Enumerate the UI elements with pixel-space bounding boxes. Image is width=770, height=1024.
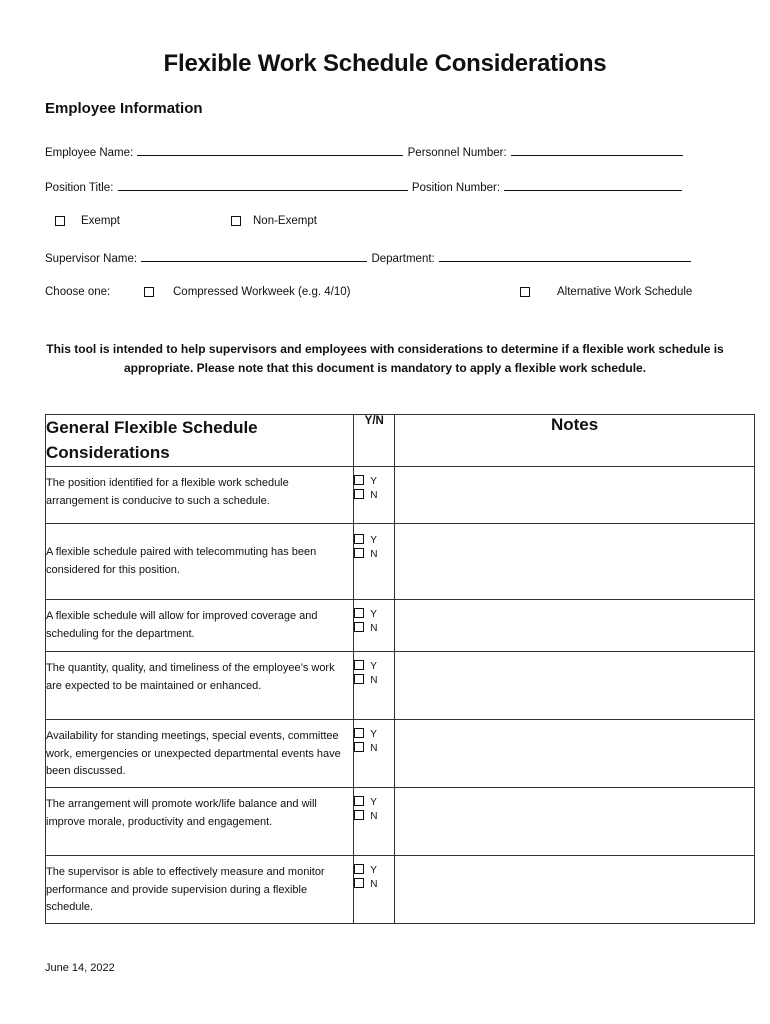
supervisor-name-label: Supervisor Name: (45, 253, 138, 265)
yes-checkbox[interactable] (354, 728, 364, 738)
compressed-workweek-label: Compressed Workweek (e.g. 4/10) (173, 286, 351, 298)
notes-cell[interactable] (395, 652, 755, 720)
department-field[interactable] (439, 251, 691, 262)
no-checkbox[interactable] (354, 742, 364, 752)
no-option (354, 548, 394, 562)
employee-name-label: Employee Name: (45, 147, 134, 159)
no-checkbox[interactable] (354, 548, 364, 558)
personnel-number-field[interactable] (511, 145, 683, 156)
yn-cell (354, 720, 395, 788)
department-label: Department: (371, 253, 435, 265)
yes-label: Y (370, 797, 377, 808)
yes-option (354, 608, 394, 622)
page-title: Flexible Work Schedule Considerations (163, 50, 607, 77)
yes-label: Y (370, 661, 377, 672)
consideration-text: A flexible schedule paired with telecommuting has been considered for this position. (46, 524, 354, 600)
considerations-header: General Flexible Schedule Considerations (46, 415, 354, 467)
yes-label: Y (370, 865, 377, 876)
table-header-row (46, 415, 755, 467)
table-row (46, 652, 755, 720)
non-exempt-checkbox[interactable] (231, 216, 241, 226)
notes-cell[interactable] (395, 600, 755, 652)
consideration-text: The position identified for a flexible work schedule arrangement is conducive to such a schedule. (46, 467, 354, 524)
yes-option (354, 796, 394, 810)
table-row (46, 524, 755, 600)
table-row (46, 467, 755, 524)
no-checkbox[interactable] (354, 878, 364, 888)
no-label: N (370, 675, 378, 686)
consideration-text: The quantity, quality, and timeliness of the employee’s work are expected to be maintained or enhanced. (46, 652, 354, 720)
footer-date: June 14, 2022 (45, 962, 115, 974)
notes-cell[interactable] (395, 788, 755, 856)
no-label: N (370, 879, 378, 890)
no-label: N (370, 490, 378, 501)
yn-cell (354, 600, 395, 652)
notes-cell[interactable] (395, 524, 755, 600)
table-row (46, 788, 755, 856)
yn-cell (354, 467, 395, 524)
yn-cell (354, 788, 395, 856)
no-option (354, 622, 394, 636)
yes-option (354, 475, 394, 489)
yes-option (354, 534, 394, 548)
consideration-text: The supervisor is able to effectively measure and monitor performance and provide supervision during a flexible schedule. (46, 856, 354, 924)
notes-cell[interactable] (395, 720, 755, 788)
consideration-text: A flexible schedule will allow for improved coverage and scheduling for the department. (46, 600, 354, 652)
consideration-text: The arrangement will promote work/life balance and will improve morale, productivity and engagement. (46, 788, 354, 856)
no-checkbox[interactable] (354, 622, 364, 632)
yes-label: Y (370, 729, 377, 740)
intro-text: This tool is intended to help supervisors and employees with considerations to determine if a flexible work schedule is appropriate. Please note that this document is mandatory to apply a flexible work schedule. (46, 342, 724, 375)
position-number-field[interactable] (504, 180, 682, 191)
considerations-table (45, 414, 755, 924)
notes-header: Notes (395, 415, 755, 467)
no-checkbox[interactable] (354, 810, 364, 820)
yes-checkbox[interactable] (354, 608, 364, 618)
supervisor-name-field[interactable] (141, 251, 367, 262)
notes-cell[interactable] (395, 467, 755, 524)
yes-option (354, 728, 394, 742)
employee-info-heading: Employee Information (45, 100, 203, 117)
position-title-label: Position Title: (45, 182, 114, 194)
no-option (354, 742, 394, 756)
no-option (354, 674, 394, 688)
no-label: N (370, 623, 378, 634)
no-option (354, 489, 394, 503)
yes-label: Y (370, 535, 377, 546)
alternative-schedule-label: Alternative Work Schedule (557, 286, 693, 298)
notes-cell[interactable] (395, 856, 755, 924)
yn-cell (354, 652, 395, 720)
yes-label: Y (370, 476, 377, 487)
position-number-label: Position Number: (411, 182, 501, 194)
no-checkbox[interactable] (354, 489, 364, 499)
table-row (46, 600, 755, 652)
choose-one-label: Choose one: (45, 286, 111, 298)
yes-checkbox[interactable] (354, 864, 364, 874)
yes-checkbox[interactable] (354, 660, 364, 670)
position-title-field[interactable] (118, 180, 408, 191)
consideration-text: Availability for standing meetings, special events, committee work, emergencies or unexpected departmental events have been discussed. (46, 720, 354, 788)
yes-option (354, 864, 394, 878)
yes-checkbox[interactable] (354, 475, 364, 485)
non-exempt-label: Non-Exempt (253, 215, 317, 227)
alternative-schedule-checkbox[interactable] (520, 287, 530, 297)
compressed-workweek-checkbox[interactable] (144, 287, 154, 297)
yes-checkbox[interactable] (354, 796, 364, 806)
supervisor-row (45, 251, 692, 265)
yes-label: Y (370, 609, 377, 620)
no-label: N (370, 811, 378, 822)
yn-cell (354, 524, 395, 600)
personnel-number-label: Personnel Number: (407, 147, 507, 159)
no-option (354, 810, 394, 824)
exempt-label: Exempt (81, 215, 120, 227)
position-title-row (45, 180, 683, 194)
table-row (46, 720, 755, 788)
employee-name-row (45, 145, 684, 159)
yn-cell (354, 856, 395, 924)
exempt-checkbox[interactable] (55, 216, 65, 226)
no-label: N (370, 743, 378, 754)
yes-checkbox[interactable] (354, 534, 364, 544)
no-option (354, 878, 394, 892)
employee-name-field[interactable] (137, 145, 403, 156)
no-checkbox[interactable] (354, 674, 364, 684)
table-row (46, 856, 755, 924)
no-label: N (370, 549, 378, 560)
yes-option (354, 660, 394, 674)
yn-header: Y/N (354, 415, 395, 467)
